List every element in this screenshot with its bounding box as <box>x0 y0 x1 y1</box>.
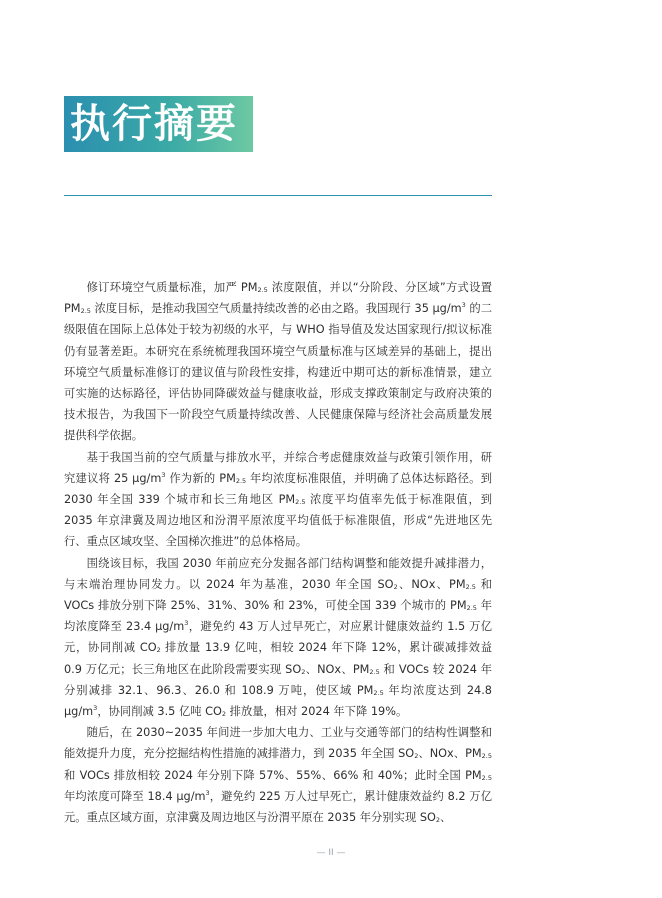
title-divider <box>64 195 492 196</box>
subscript: 2.5 <box>465 582 476 591</box>
subscript: 2 <box>301 667 306 676</box>
text-run: 年均浓度可降至 18.4 μg/m <box>64 789 206 803</box>
superscript: 3 <box>184 619 189 628</box>
subscript: 2 <box>221 710 227 719</box>
summary-paragraph <box>64 447 492 553</box>
subscript: 2.5 <box>235 476 247 485</box>
text-run: 修订环境空气质量标准，加严 PM <box>86 281 258 294</box>
text-run: 浓度目标，是推动我国空气质量持续改善的必由之路。我国现行 35 μg/m <box>90 302 462 316</box>
page-number: — II — <box>316 848 346 858</box>
text-run: 、NOx、PM <box>305 662 370 676</box>
superscript: 3 <box>461 301 466 310</box>
text-run: 、 <box>440 811 452 825</box>
text-run: ，协同削减 3.5 亿吨 CO <box>97 705 222 719</box>
text-run: 排放量 13.9 亿吨，相较 2024 年下降 12%，累计碳减排效益 0.9 万亿元；长三角地区在此阶段需要实现 SO <box>64 641 492 676</box>
text-run: 浓度平均值率先低于标准限值，到 2035 年京津冀及周边地区和汾渭平原浓度平均值低于标准限值，形成“先进地区先行、重点区域攻坚、全国梯次推进”的总体格局。 <box>64 493 492 549</box>
summary-paragraph <box>64 553 492 723</box>
text-run: 、NOx、PM <box>418 747 482 761</box>
subscript: 2.5 <box>373 688 384 697</box>
superscript: 3 <box>205 788 210 797</box>
subscript: 2 <box>156 646 161 655</box>
text-run: 的二级限值在国际上总体处于较为初级的水平，与 WHO 指导值及发达国家现行/拟议标准仍有显著差距。本研究在系统梳理我国环境空气质量标准与区域差异的基础上，提出环境空气质量标准修订的建议值与阶段性安排，构建近中期可达的新标准情景，建立可实施的达标路径，评估协同降碳效益与健康收益，形成支撑政策制定与政府决策的技术报告，为我国下一阶段空气质量持续改善、人民健康保障与经济社会高质量发展提供科学依据。 <box>64 302 492 443</box>
text-run: 和 VOCs 排放相较 2024 年分别下降 57%、55%、66% 和 40%；此时全国 PM <box>64 768 482 782</box>
subscript: 2.5 <box>257 286 268 294</box>
text-run: 年均浓度达到 24.8 μg/m <box>64 683 492 719</box>
text-run: 年均浓度降至 23.4 μg/m <box>64 599 492 634</box>
subscript: 2.5 <box>466 604 477 613</box>
text-run: 浓度限值，并以“分阶段、分区域”方式设置 PM <box>64 281 492 316</box>
text-run: ，避免约 43 万人过早死亡，对应累计健康效益约 1.5 万亿元，协同削减 CO <box>64 620 492 655</box>
text-run: ，避免约 225 万人过早死亡，累计健康效益约 8.2 万亿元。重点区域方面，京津冀及周边地区与汾渭平原在 2035 年分别实现 SO <box>64 789 492 825</box>
text-run: 基于我国当前的空气质量与排放水平，并综合考虑健康效益与政策引领作用，研究建议将 25 μg/m <box>64 450 492 485</box>
subscript: 2.5 <box>369 667 380 676</box>
subscript: 2.5 <box>481 752 492 761</box>
subscript: 2 <box>435 816 441 825</box>
subscript: 2.5 <box>295 498 306 507</box>
text-run: 年均浓度标准限值，并明确了总体达标路径。到 2030 年全国 339 个城市和长三角地区 PM <box>64 471 492 507</box>
superscript: 3 <box>161 470 166 479</box>
text-run: 、NOx、PM <box>397 577 466 591</box>
summary-body <box>64 277 492 828</box>
text-run: 和 VOCs 排放分别下降 25%、31%、30% 和 23%，可使全国 339 个城市的 PM <box>64 577 492 613</box>
superscript: 3 <box>93 704 98 713</box>
section-title-banner <box>64 96 253 152</box>
summary-paragraph <box>64 722 492 828</box>
text-run: 和 VOCs 较 2024 年分别减排 32.1、96.3、26.0 和 108.9 万吨，使区域 PM <box>64 662 493 697</box>
subscript: 2.5 <box>80 307 91 316</box>
text-run: 作为新的 PM <box>165 471 236 485</box>
text-run: 随后，在 2030~2035 年间进一步加大电力、工业与交通等部门的结构性调整和能效提升力度，充分挖掘结构性措施的减排潜力，到 2035 年全国 SO <box>64 726 492 761</box>
page-title: 执行摘要 <box>70 100 238 147</box>
subscript: 2.5 <box>481 773 492 782</box>
subscript: 2 <box>414 752 419 761</box>
text-run: 排放量，相对 2024 年下降 19%。 <box>226 705 408 719</box>
summary-paragraph <box>64 277 492 447</box>
text-run: 围绕该目标，我国 2030 年前应充分发掘各部门结构调整和能效提升减排潜力，与末端治理协同发力。以 2024 年为基准，2030 年全国 SO <box>64 556 492 591</box>
subscript: 2 <box>393 582 398 591</box>
